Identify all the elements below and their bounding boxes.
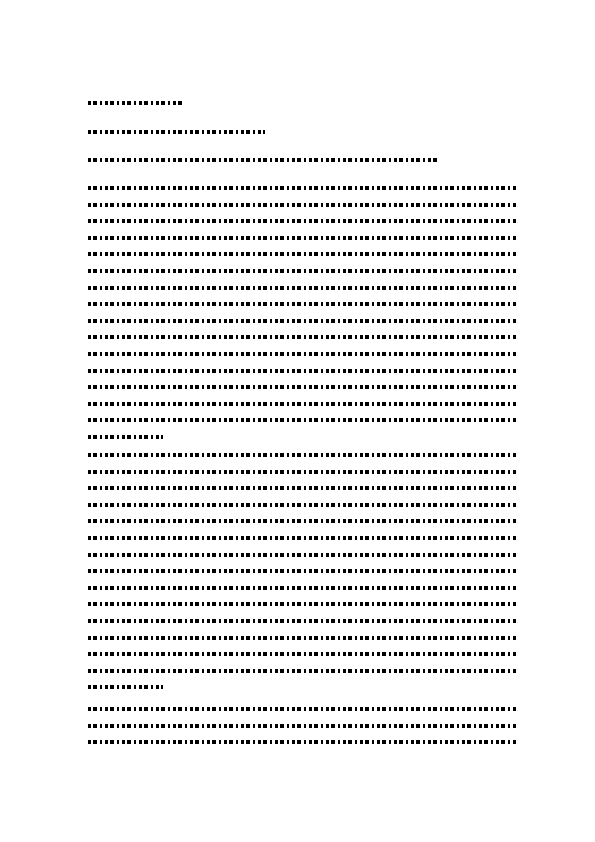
text-line	[88, 536, 516, 540]
text-line	[88, 252, 516, 256]
text-line	[88, 269, 516, 273]
text-line	[88, 369, 516, 373]
text-line	[88, 335, 516, 339]
text-line	[88, 669, 516, 673]
text-line	[88, 740, 516, 744]
header-line-1	[88, 101, 185, 105]
text-line	[88, 486, 516, 490]
text-line	[88, 602, 516, 606]
text-line	[88, 352, 516, 356]
text-line	[88, 418, 516, 422]
text-line	[88, 685, 163, 689]
text-line	[88, 435, 163, 439]
header-line-2	[88, 130, 265, 134]
text-line	[88, 319, 516, 323]
text-line	[88, 219, 516, 223]
text-line	[88, 619, 516, 623]
text-line	[88, 652, 516, 656]
text-line	[88, 186, 516, 190]
text-line	[88, 569, 516, 573]
text-line	[88, 236, 516, 240]
text-line	[88, 286, 516, 290]
text-line	[88, 519, 516, 523]
header-line-3	[88, 158, 440, 162]
text-line	[88, 203, 516, 207]
text-line	[88, 553, 516, 557]
text-line	[88, 586, 516, 590]
text-line	[88, 470, 516, 474]
text-line	[88, 385, 516, 389]
text-line	[88, 707, 516, 711]
text-line	[88, 724, 516, 728]
text-line	[88, 402, 516, 406]
text-line	[88, 503, 516, 507]
text-line	[88, 453, 516, 457]
text-line	[88, 302, 516, 306]
text-line	[88, 636, 516, 640]
